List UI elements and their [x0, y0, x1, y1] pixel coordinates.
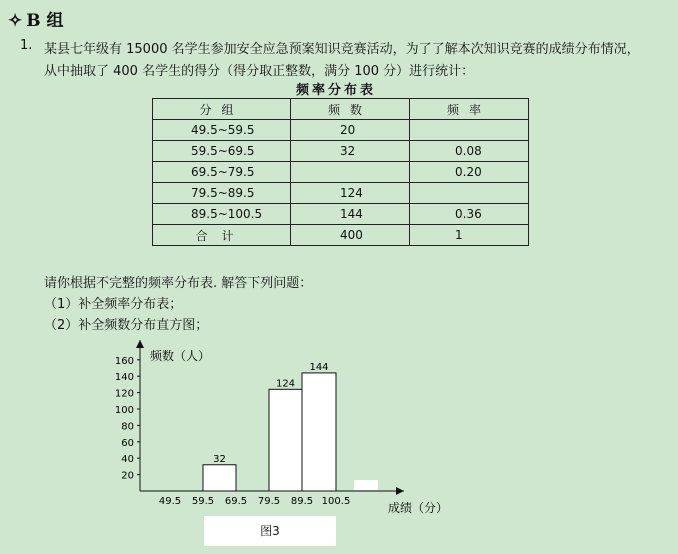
- y-tick-label: 160: [114, 355, 134, 367]
- cell-total-rate: 1: [410, 225, 529, 246]
- diamond-icon: ✧: [8, 11, 23, 31]
- cell-group: 69.5~79.5: [153, 162, 291, 183]
- cell-frequency: 20: [291, 120, 410, 141]
- y-tick-label: 140: [114, 372, 134, 384]
- x-tick-label: 69.5: [224, 496, 248, 507]
- blank-bar-placeholder: [354, 480, 378, 490]
- y-axis-label: 频数（人）: [150, 349, 211, 363]
- prompt-intro: 请你根据不完整的频率分布表. 解答下列问题：: [44, 276, 313, 291]
- y-tick-label: 80: [121, 421, 134, 433]
- bar-value-label: 32: [213, 453, 226, 465]
- cell-group: 79.5~89.5: [153, 183, 291, 204]
- cell-group: 49.5~59.5: [153, 120, 291, 141]
- cell-rate: 0.20: [410, 162, 529, 183]
- cell-group: 89.5~100.5: [153, 204, 291, 225]
- question-number: 1.: [20, 38, 33, 53]
- bar-value-label: 144: [309, 361, 329, 373]
- header-rate: 频率: [410, 99, 529, 120]
- cell-frequency: 124: [291, 183, 410, 204]
- cell-total-frequency: 400: [291, 225, 410, 246]
- prompt-item-1: （1）补全频率分布表；: [44, 297, 183, 312]
- header-frequency: 频数: [291, 99, 410, 120]
- y-tick-label: 120: [114, 388, 134, 400]
- x-axis-arrow: [396, 487, 404, 495]
- header-group: 分组: [153, 99, 291, 120]
- y-tick-label: 40: [121, 454, 134, 466]
- question-text-line1: 某县七年级有 15000 名学生参加安全应急预案知识竞赛活动，为了了解本次知识竞赛的成绩分布情况，: [44, 42, 640, 57]
- chart-bars: [203, 362, 336, 491]
- x-tick-label: 100.5: [321, 496, 351, 507]
- figure-caption: 图3: [204, 516, 336, 546]
- histogram-bar: [302, 373, 336, 491]
- prompt-item-2: （2）补全频数分布直方图；: [44, 318, 209, 333]
- x-axis-label: 成绩（分）: [388, 501, 449, 515]
- bar-value-label: 124: [275, 378, 296, 390]
- histogram-bar: [269, 389, 302, 491]
- x-tick-label: 59.5: [191, 496, 215, 507]
- x-tick-label: 89.5: [290, 496, 314, 507]
- cell-rate: 0.36: [410, 204, 529, 225]
- section-title: B 组: [26, 11, 64, 31]
- cell-group: 59.5~69.5: [153, 141, 291, 162]
- y-tick-label: 100: [114, 405, 134, 416]
- question-text-line2: 从中抽取了 400 名学生的得分（得分取正整数，满分 100 分）进行统计：: [44, 64, 475, 79]
- cell-frequency: 32: [291, 141, 410, 162]
- y-tick-label: 20: [121, 470, 134, 482]
- cell-rate: 0.08: [410, 141, 529, 162]
- x-tick-label: 79.5: [257, 496, 281, 507]
- x-tick-label: 49.5: [158, 496, 182, 507]
- cell-total-label: 合计: [153, 225, 291, 246]
- y-tick-label: 60: [121, 437, 134, 449]
- cell-frequency: 144: [291, 204, 410, 225]
- histogram-bar: [203, 465, 236, 491]
- table-title: 频率分布表: [296, 83, 377, 98]
- y-axis-arrow: [136, 340, 144, 348]
